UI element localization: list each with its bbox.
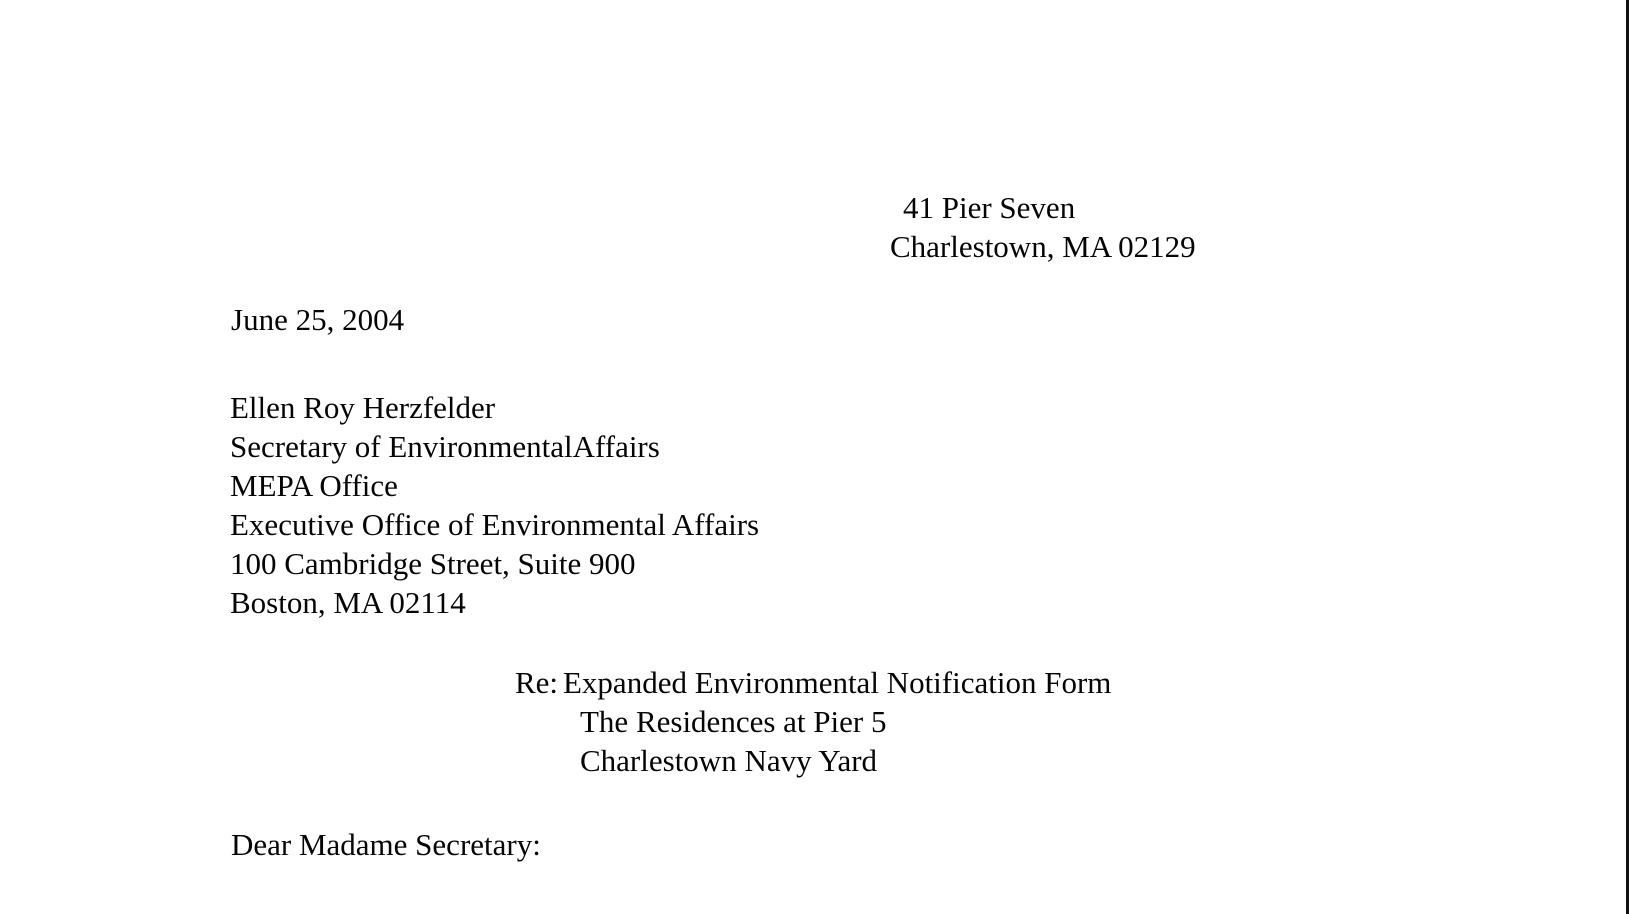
- subject-row: [515, 663, 1111, 702]
- recipient-title: Secretary of EnvironmentalAffairs: [230, 429, 660, 464]
- return-address: [890, 188, 1196, 266]
- subject-line: The Residences at Pier 5: [580, 704, 887, 739]
- recipient-name: Ellen Roy Herzfelder: [230, 390, 496, 425]
- return-address-line: Charlestown, MA 02129: [890, 229, 1196, 264]
- recipient-city: Boston, MA 02114: [230, 585, 466, 620]
- salutation: Dear Madame Secretary:: [231, 827, 541, 862]
- recipient-department: Executive Office of Environmental Affairs: [230, 507, 760, 542]
- letter-date: June 25, 2004: [231, 302, 405, 337]
- recipient-office: MEPA Office: [230, 468, 398, 503]
- scan-edge-artifact: [1626, 0, 1629, 914]
- subject-line: Expanded Environmental Notification Form: [563, 665, 1112, 700]
- subject-line: Charlestown Navy Yard: [580, 743, 878, 778]
- subject-block: [515, 663, 1111, 780]
- recipient-address: [230, 388, 759, 622]
- return-address-line: 41 Pier Seven: [903, 190, 1076, 225]
- subject-label: Re:: [515, 665, 559, 700]
- recipient-street: 100 Cambridge Street, Suite 900: [230, 546, 636, 581]
